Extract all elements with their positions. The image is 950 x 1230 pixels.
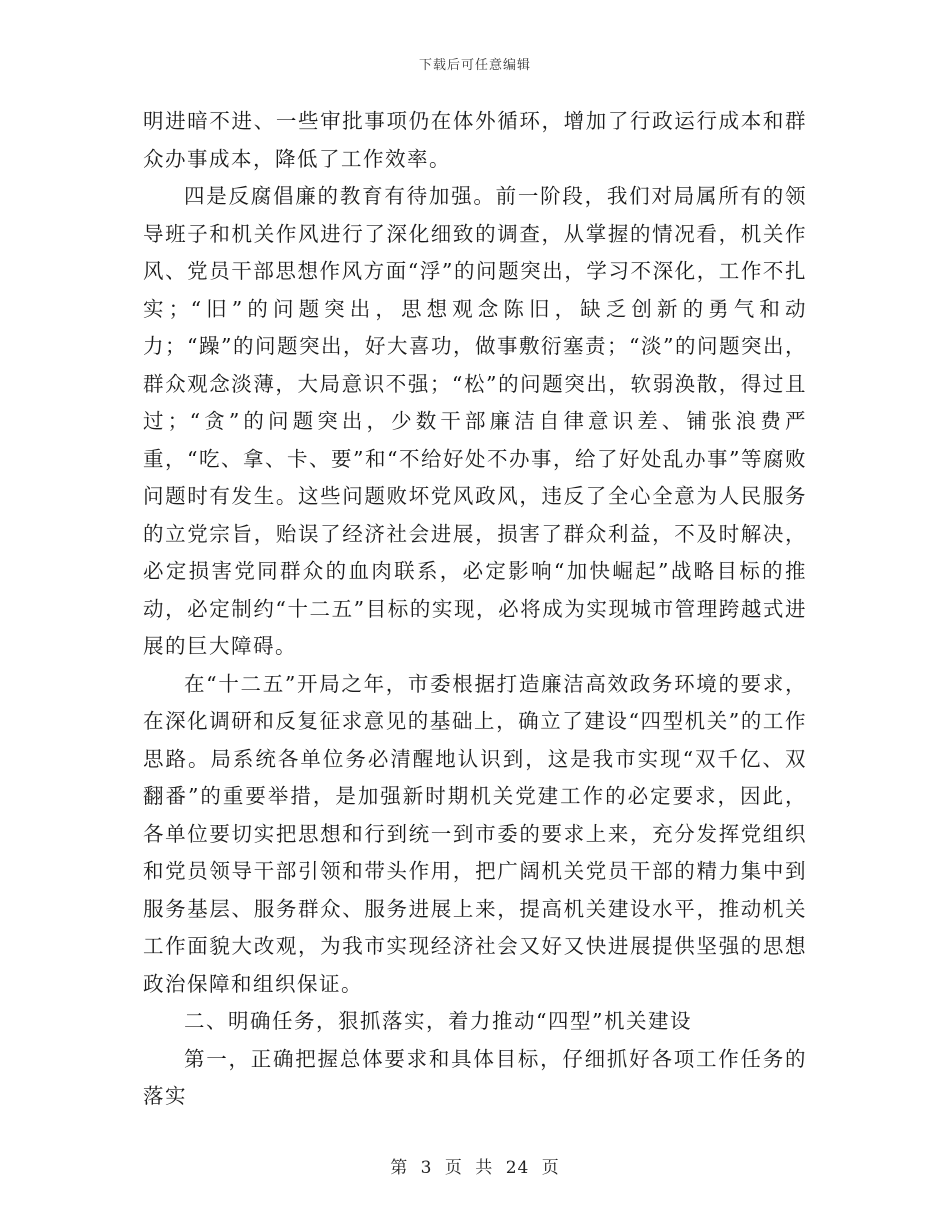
subsection-heading: 第一，正确把握总体要求和具体目标，仔细抓好各项工作任务的落实 [143, 1046, 807, 1108]
body-text [143, 103, 807, 1116]
section-heading: 二、明确任务，狠抓落实，着力推动“四型”机关建设 [184, 1009, 692, 1033]
paragraph-continuation: 明进暗不进、一些审批事项仍在体外循环，增加了行政运行成本和群众办事成本，降低了工作效率。 [143, 109, 807, 171]
paragraph-anticorruption: 四是反腐倡廉的教育有待加强。前一阶段，我们对局属所有的领导班子和机关作风进行了深化细致的调查，从掌握的情况看，机关作风、党员干部思想作风方面“浮”的问题突出，学习不深化，工作不扎实；“旧”的问题突出，思想观念陈旧，缺乏创新的勇气和动力；“躁”的问题突出，好大喜功，做事敷衍塞责；“淡”的问题突出，群众观念淡薄，大局意识不强；“松”的问题突出，软弱涣散，得过且过；“贪”的问题突出，少数干部廉洁自律意识差、铺张浪费严重，“吃、拿、卡、要”和“不给好处不办事，给了好处乱办事”等腐败问题时有发生。这些问题败坏党风政风，违反了全心全意为人民服务的立党宗旨，贻误了经济社会进展，损害了群众利益，不及时解决，必定损害党同群众的血肉联系，必定影响“加快崛起”战略目标的推动，必定制约“十二五”目标的实现，必将成为实现城市管理跨越式进展的巨大障碍。 [143, 184, 807, 658]
page-number: 第 3 页 共 24 页 [390, 1158, 560, 1178]
paragraph-four-type-agencies: 在“十二五”开局之年，市委根据打造廉洁高效政务环境的要求，在深化调研和反复征求意见的基础上，确立了建设“四型机关”的工作思路。局系统各单位务必清醒地认识到，这是我市实现“双千亿、双翻番”的重要举措，是加强新时期机关党建工作的必定要求，因此，各单位要切实把思想和行到统一到市委的要求上来，充分发挥党组织和党员领导干部引领和带头作用，把广阔机关党员干部的精力集中到服务基层、服务群众、服务进展上来，提高机关建设水平，推动机关工作面貌大改观，为我市实现经济社会又好又快进展提供坚强的思想政治保障和组织保证。 [143, 671, 807, 996]
header-note: 下载后可任意编辑 [418, 58, 531, 73]
